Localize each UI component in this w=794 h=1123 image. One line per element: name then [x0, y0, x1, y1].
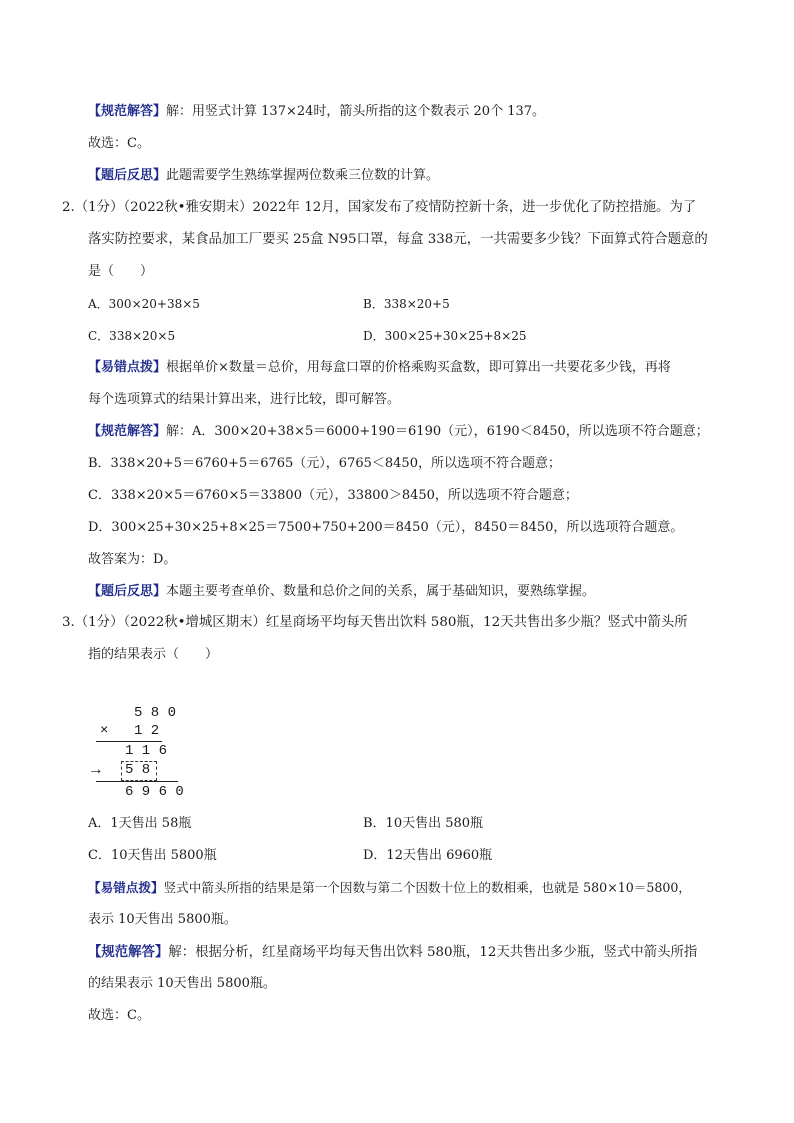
q1-reflect-text: 此题需要学生熟练掌握两位数乘三位数的计算。: [166, 168, 440, 183]
q2-stem-line3: 是（ ）: [88, 264, 154, 279]
q3-answer-tag: 【规范解答】: [88, 944, 169, 960]
q1-reflect-tag: 【题后反思】: [88, 168, 167, 183]
q3-tip-line1: [88, 879, 691, 897]
q2-answer-line3: C．338×20×5＝6760×5＝33800（元），33800＞8450，所以选项不符合题意；: [88, 488, 578, 503]
q2-stem-line2: 落实防控要求，某食品加工厂要买 25盒 N95口罩，每盒 338元，一共需要多少钱？下面算式符合题意的: [88, 232, 708, 247]
q3-stem-line1: 3.（1分）（2022秋•增城区期末）红星商场平均每天售出饮料 580瓶，12天共售出多少瓶？竖式中箭头所: [62, 615, 688, 630]
q3-option-c: C．10天售出 5800瓶: [88, 848, 217, 863]
q2-option-d: D．300×25+30×25+8×25: [363, 329, 527, 343]
q2-reflect-text: 本题主要考查单价、数量和总价之间的关系，属于基础知识，要熟练掌握。: [166, 584, 596, 599]
q2-answer-line4: D．300×25+30×25+8×25＝7500+750+200＝8450（元），8450＝8450，所以选项符合题意。: [88, 520, 684, 535]
q1-answer: [88, 103, 545, 121]
q1-answer-tag: 【规范解答】: [88, 104, 167, 119]
vertical-row5: 6 9 6 0: [125, 784, 184, 800]
q2-stem-line1: 2.（1分）（2022秋•雅安期末）2022年 12月，国家发布了疫情防控新十条，进一步优化了防控措施。为了: [62, 200, 697, 215]
q2-option-a: A．300×20+38×5: [88, 297, 200, 311]
q1-choice: 故选：C。: [88, 136, 150, 151]
q2-reflect-tag: 【题后反思】: [88, 584, 167, 599]
q2-tip-tag: 【易错点拨】: [88, 360, 167, 375]
q2-tip-line1: [88, 359, 671, 377]
q2-answer-line1: [88, 423, 709, 441]
q2-reflect: [88, 583, 595, 601]
q1-reflect: [88, 167, 439, 185]
q2-option-b: B．338×20+5: [363, 297, 450, 311]
q3-option-d: D．12天售出 6960瓶: [363, 848, 493, 863]
q1-answer-text: 解：用竖式计算 137×24时，箭头所指的这个数表示 20个 137。: [166, 104, 546, 119]
rule-1: [96, 741, 162, 742]
q3-option-a: A．1天售出 58瓶: [88, 816, 192, 831]
q2-answer-text: 解：A．300×20+38×5＝6000+190＝6190（元），6190＜8450，所以选项不符合题意；: [166, 424, 709, 439]
vertical-row2: 1 2: [134, 723, 160, 739]
q2-choice: 故答案为：D。: [88, 552, 177, 567]
q3-choice: 故选：C。: [88, 1008, 150, 1023]
q3-answer-line1: [88, 943, 697, 962]
q3-tip-text: 竖式中箭头所指的结果是第一个因数与第二个因数十位上的数相乘，也就是 580×10＝5800，: [163, 880, 692, 895]
vertical-row3: 1 1 6: [125, 743, 168, 759]
q3-answer-text: 解：根据分析，红星商场平均每天售出饮料 580瓶，12天共售出多少瓶，竖式中箭头所指: [168, 945, 698, 960]
rule-2: [96, 781, 178, 782]
q3-stem-line2: 指的结果表示（ ）: [88, 647, 219, 662]
q2-answer-line2: B．338×20+5＝6760+5＝6765（元），6765＜8450，所以选项不符合题意；: [88, 456, 561, 471]
q3-answer-line2: 的结果表示 10天售出 5800瓶。: [88, 976, 276, 991]
vertical-row4: 5 8: [125, 762, 151, 778]
q2-answer-tag: 【规范解答】: [88, 424, 167, 439]
times-sign: ×: [100, 723, 109, 739]
vertical-row1: 5 8 0: [134, 705, 177, 721]
arrow-icon: →: [91, 761, 101, 779]
q2-tip-text: 根据单价×数量＝总价，用每盒口罩的价格乘购买盒数，即可算出一共要花多少钱，再将: [166, 360, 671, 375]
q3-tip-tag: 【易错点拨】: [88, 880, 164, 895]
q3-option-b: B．10天售出 580瓶: [363, 816, 484, 831]
q2-option-c: C．338×20×5: [88, 329, 176, 343]
q3-tip-line2: 表示 10天售出 5800瓶。: [88, 912, 237, 927]
q2-tip-line2: 每个选项算式的结果计算出来，进行比较，即可解答。: [88, 392, 401, 407]
